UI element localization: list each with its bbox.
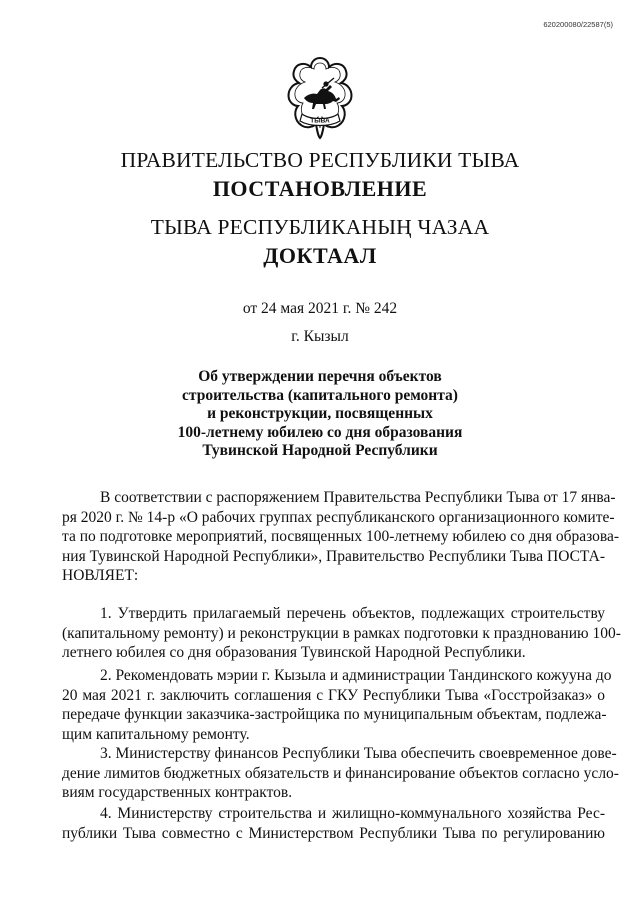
paragraph-line: 2. Рекомендовать мэрии г. Кызыла и администрации Тандинского кожууна до	[100, 667, 612, 684]
document-type-ru: ПОСТАНОВЛЕНИЕ	[212, 176, 428, 201]
title-line: Тувинской Народной Республики	[202, 442, 438, 459]
paragraph-line: (капитальному ремонту) и реконструкции в рамках подготовки к празднованию 100-	[62, 624, 621, 642]
clause-1-paragraph	[62, 604, 621, 663]
paragraph-line: публики Тыва совместно с Министерством Республики Тыва по регулированию	[62, 824, 605, 842]
paragraph-line: ния Тувинской Народной Республики», Правительство Республики Тыва ПОСТА-	[62, 547, 605, 565]
title-line: строительства (капитального ремонта)	[182, 386, 458, 404]
preamble-paragraph	[62, 488, 620, 586]
paragraph-line: дение лимитов бюджетных обязательств и финансирование объектов согласно усло-	[62, 764, 619, 782]
paragraph-line: 4. Министерству строительства и жилищно-коммунального хозяйства Рес-	[100, 805, 605, 822]
tyva-coat-of-arms-icon	[282, 54, 358, 142]
paragraph-line: 3. Министерству финансов Республики Тыва обеспечить своевременное дове-	[100, 745, 617, 762]
document-type-tyv: ДОКТААЛ	[263, 243, 377, 268]
document-title	[0, 368, 640, 461]
paragraph-line: та по подготовке мероприятий, посвященных 100-летнему юбилею со дня образова-	[62, 528, 620, 545]
document-date-number: от 24 мая 2021 г. № 242	[242, 300, 398, 317]
paragraph-line: летнего юбилея со дня образования Тувинской Народной Республики.	[62, 644, 526, 661]
title-line: и реконструкции, посвященных	[207, 405, 433, 422]
clause-3-paragraph	[62, 744, 619, 803]
emblem-caption: ТЫВА	[310, 117, 330, 125]
clause-2-paragraph	[62, 666, 612, 744]
paragraph-line: В соответствии с распоряжением Правительства Республики Тыва от 17 янва-	[100, 489, 616, 506]
document-code: 620200080/22587(5)	[543, 20, 613, 29]
document-city: г. Кызыл	[291, 328, 349, 345]
clause-4-paragraph	[62, 804, 605, 843]
paragraph-line: щим капитальному ремонту.	[62, 725, 250, 743]
paragraph-line: передаче функции заказчика-застройщика по муниципальным объектам, подлежа-	[62, 706, 607, 723]
paragraph-line: 1. Утвердить прилагаемый перечень объектов, подлежащих строительству	[100, 605, 605, 622]
government-title-tyv: ТЫВА РЕСПУБЛИКАНЫҢ ЧАЗАА	[150, 215, 490, 239]
government-title-ru: ПРАВИТЕЛЬСТВО РЕСПУБЛИКИ ТЫВА	[120, 148, 520, 172]
title-line: 100-летнему юбилею со дня образования	[177, 423, 463, 441]
title-line: Об утверждении перечня объектов	[198, 368, 442, 385]
paragraph-line: 20 мая 2021 г. заключить соглашения с ГКУ Республики Тыва «Госстройзаказ» о	[62, 686, 605, 704]
paragraph-line: НОВЛЯЕТ:	[62, 567, 139, 584]
paragraph-line: виям государственных контрактов.	[62, 784, 293, 801]
paragraph-line: ря 2020 г. № 14-р «О рабочих группах республиканского организационного комите-	[62, 508, 615, 526]
